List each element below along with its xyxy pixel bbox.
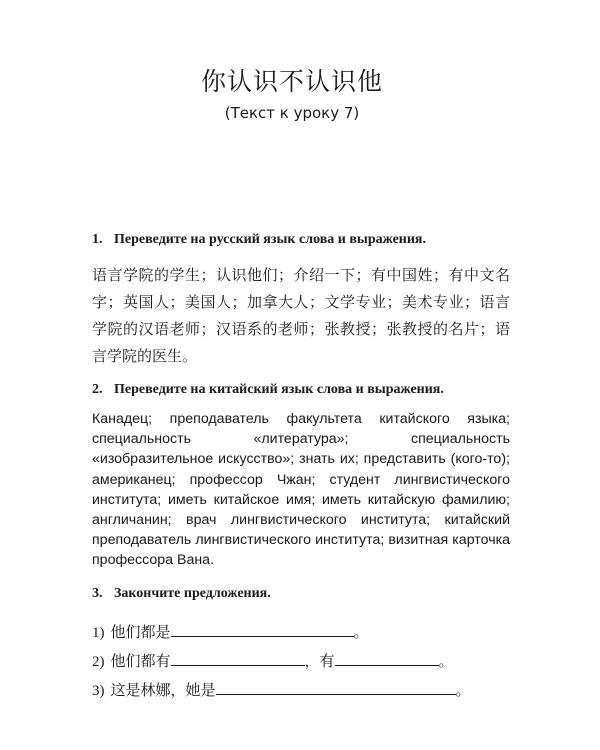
section-heading-text: Переведите на русский язык слова и выражения. xyxy=(114,232,427,247)
section-heading-text: Переведите на китайский язык слова и выражения. xyxy=(114,382,444,397)
answer-blank[interactable] xyxy=(171,622,354,637)
section-number: 1. xyxy=(92,232,103,247)
exercise-number: 1) xyxy=(92,625,105,641)
exercise-end: 。 xyxy=(353,623,369,641)
section-1-text: 语言学院的学生；认识他们；介绍一下；有中国姓；有中文名字；英国人；美国人；加拿大人；文学专业；美术专业；语言学院的汉语老师；汉语系的老师；张教授；张教授的名片；语言学院的医生。 xyxy=(92,266,510,365)
exercise-line-2 xyxy=(92,650,512,671)
answer-blank[interactable] xyxy=(216,680,456,695)
page-subtitle: (Текст к уроку 7) xyxy=(224,104,360,122)
section-2-text: Канадец; преподаватель факультета китайского языка; специальность «литература»; специальность «изобразительное искусство»; знать их; представить (кого-то); американец; профессор Чжан; студент лингвистического института; иметь китайское имя; иметь китайскую фамилию; англичанин; врач лингвистического института; китайский преподаватель лингвистического института; визитная карточка профессора Вана. xyxy=(92,411,510,569)
section-heading-text: Закончите предложения. xyxy=(114,586,271,601)
exercise-number: 3) xyxy=(92,683,105,699)
page-title: 你认识不认识他 xyxy=(200,67,383,96)
section-number: 3. xyxy=(92,586,103,601)
exercise-line-1 xyxy=(92,621,512,642)
section-3-heading xyxy=(92,586,512,602)
exercise-line-3 xyxy=(92,679,512,700)
exercise-text-mid: ，有 xyxy=(304,652,335,670)
answer-blank[interactable] xyxy=(171,651,305,666)
exercise-end: 。 xyxy=(438,652,454,670)
exercise-number: 2) xyxy=(92,654,105,670)
section-number: 2. xyxy=(92,382,103,397)
answer-blank[interactable] xyxy=(335,651,439,666)
exercise-end: 。 xyxy=(455,681,471,699)
section-1-heading xyxy=(92,232,512,248)
exercise-text: 他们都有 xyxy=(110,652,171,670)
section-2-heading xyxy=(92,382,512,398)
exercise-text: 他们都是 xyxy=(110,623,171,641)
exercise-text: 这是林娜，她是 xyxy=(110,681,216,699)
